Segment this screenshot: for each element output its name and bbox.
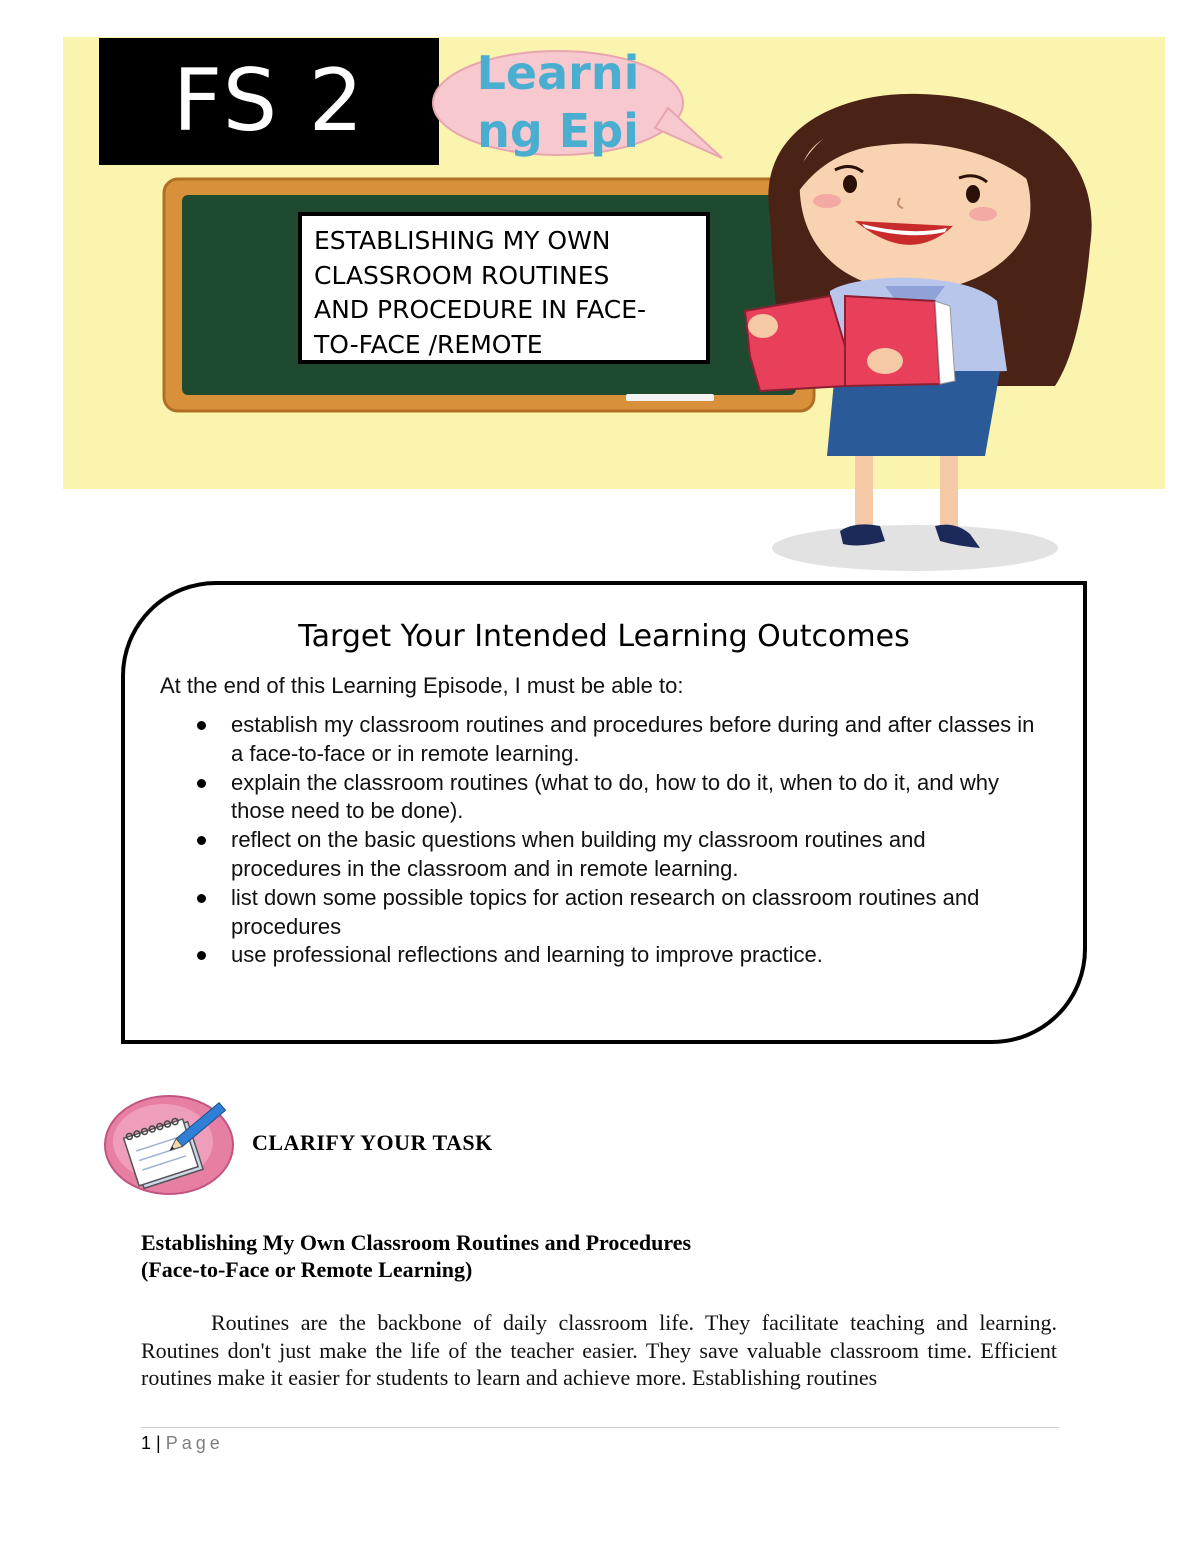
list-item [195,884,1035,942]
page-footer [141,1433,224,1454]
outcome-text: establish my classroom routines and procedures before during and after classes in a face-to-face or in remote learning. [231,712,1035,766]
notepad-pencil-icon [103,1094,238,1196]
page-number: 1 [141,1433,152,1453]
bullet-icon [197,894,206,903]
list-item [195,941,1035,970]
course-label: FS 2 [99,38,439,165]
section-title [141,1229,1041,1283]
learning-outcomes-box [121,581,1087,1044]
teacher-illustration-icon [735,86,1115,576]
list-item [195,769,1035,827]
section-title-line2: (Face-to-Face or Remote Learning) [141,1257,473,1282]
outcome-text: list down some possible topics for action research on classroom routines and procedures [231,884,980,939]
bullet-icon [197,836,206,845]
list-item [195,826,1035,884]
outcomes-title: Target Your Intended Learning Outcomes [298,619,910,654]
section-title-line1: Establishing My Own Classroom Routines and Procedures [141,1230,692,1255]
footer-separator: | [156,1433,161,1453]
body-paragraph: Routines are the backbone of daily classroom life. They facilitate teaching and learning. Routines don't just make the life of the teacher easier. They save valuable classroom time. Efficient routines make it easier for students to learn and achieve more. Establishing routines [141,1310,1057,1390]
bullet-icon [197,721,206,730]
episode-title: ESTABLISHING MY OWN CLASSROOM ROUTINES AND PROCEDURE IN FACE- TO-FACE /REMOTE [298,212,710,364]
bullet-icon [197,951,206,960]
clarify-heading: CLARIFY YOUR TASK [252,1130,493,1155]
bubble-text: Learning Epi [476,46,640,158]
outcomes-intro: At the end of this Learning Episode, I must be able to: [160,673,684,698]
outcomes-list [195,711,1035,970]
bullet-icon [197,779,206,788]
list-item [195,711,1035,769]
outcome-text: use professional reflections and learning to improve practice. [231,942,823,968]
footer-divider [141,1427,1059,1428]
outcome-text: explain the classroom routines (what to do, how to do it, when to do it, and why those need to be done). [231,769,999,824]
page-word: Page [165,1433,224,1453]
outcome-text: reflect on the basic questions when building my classroom routines and procedures in the classroom and in remote learning. [231,827,926,881]
